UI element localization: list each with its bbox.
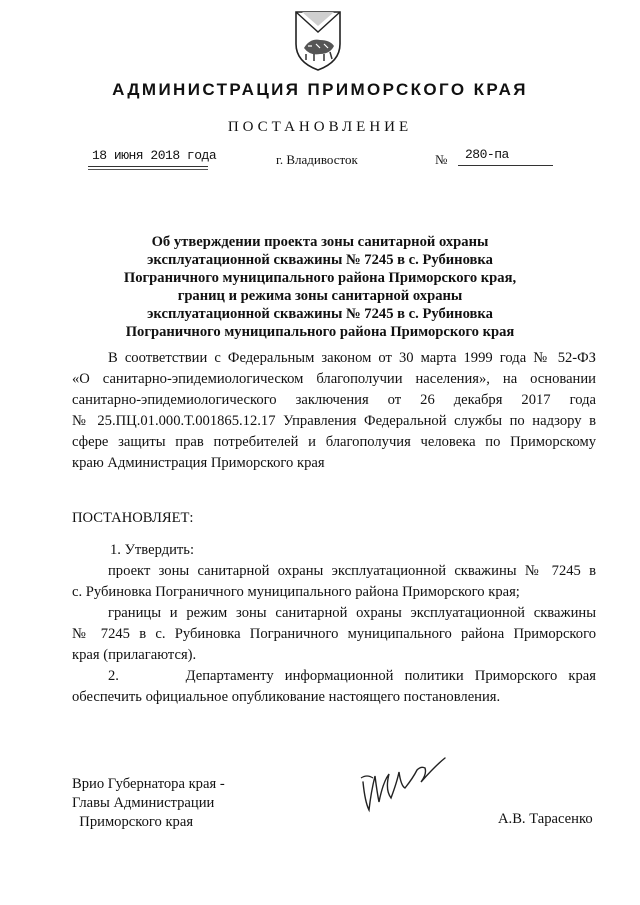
title-line: эксплуатационной скважины № 7245 в с. Рубиновка — [147, 252, 493, 268]
signatory-position — [72, 775, 225, 832]
decree-word: ПОСТАНОВЛЯЕТ: — [72, 510, 194, 526]
item-1b-line: границы и режим зоны санитарной охраны эксплуатационной скважины — [108, 605, 596, 621]
document-date: 18 июня 2018 года — [92, 148, 217, 163]
handwritten-signature — [355, 752, 450, 817]
number-underline — [458, 165, 553, 166]
item-1a-line: с. Рубиновка Пограничного муниципального района Приморского края; — [72, 584, 520, 600]
item-1a-line: проект зоны санитарной охраны эксплуатационной скважины № 7245 в — [108, 563, 596, 579]
number-label: № — [435, 152, 448, 167]
date-underline — [88, 166, 208, 167]
item-1b-line: № 7245 в с. Рубиновка Пограничного муниципального района Приморского — [72, 626, 596, 642]
position-line: Врио Губернатора края - — [72, 776, 225, 792]
signatory-name: А.В. Тарасенко — [498, 811, 593, 827]
item-1b-line: края (прилагаются). — [72, 647, 197, 663]
title-line: границ и режима зоны санитарной охраны — [177, 288, 463, 304]
position-line: Главы Администрации — [72, 795, 215, 811]
document-number: 280-па — [465, 147, 509, 162]
date-underline-2 — [88, 169, 208, 170]
document-type: ПОСТАНОВЛЕНИЕ — [227, 119, 413, 135]
title-line: Об утверждении проекта зоны санитарной охраны — [151, 234, 489, 250]
item-2-line: обеспечить официальное опубликование настоящего постановления. — [72, 689, 501, 705]
item-1-heading: 1. Утвердить: — [110, 542, 195, 558]
item-2-line: 2. Департаменту информационной политики Приморского края — [108, 668, 596, 684]
coat-of-arms-emblem — [292, 10, 344, 72]
document-title — [40, 233, 600, 341]
decree-items — [72, 540, 596, 708]
document-city: г. Владивосток — [276, 152, 358, 167]
preamble-paragraph — [72, 348, 596, 474]
preamble-line: санитарно-эпидемиологического заключения от 26 декабря 2017 года — [72, 392, 596, 408]
title-line: Пограничного муниципального района Приморского края, — [123, 270, 517, 286]
position-line: Приморского края — [72, 814, 194, 830]
title-line: Пограничного муниципального района Приморского края — [125, 324, 515, 340]
preamble-line: № 25.ПЦ.01.000.Т.001865.12.17 Управления Федеральной службы по надзору в — [72, 413, 596, 429]
preamble-line: В соответствии с Федеральным законом от 30 марта 1999 года № 52-ФЗ — [108, 350, 596, 366]
authority-name: АДМИНИСТРАЦИЯ ПРИМОРСКОГО КРАЯ — [112, 80, 528, 99]
title-line: эксплуатационной скважины № 7245 в с. Рубиновка — [147, 306, 493, 322]
preamble-line: «О санитарно-эпидемиологическом благополучии населения», на основании — [72, 371, 596, 387]
preamble-line: краю Администрация Приморского края — [72, 455, 325, 471]
preamble-line: сфере защиты прав потребителей и благополучия человека по Приморскому — [72, 434, 596, 450]
